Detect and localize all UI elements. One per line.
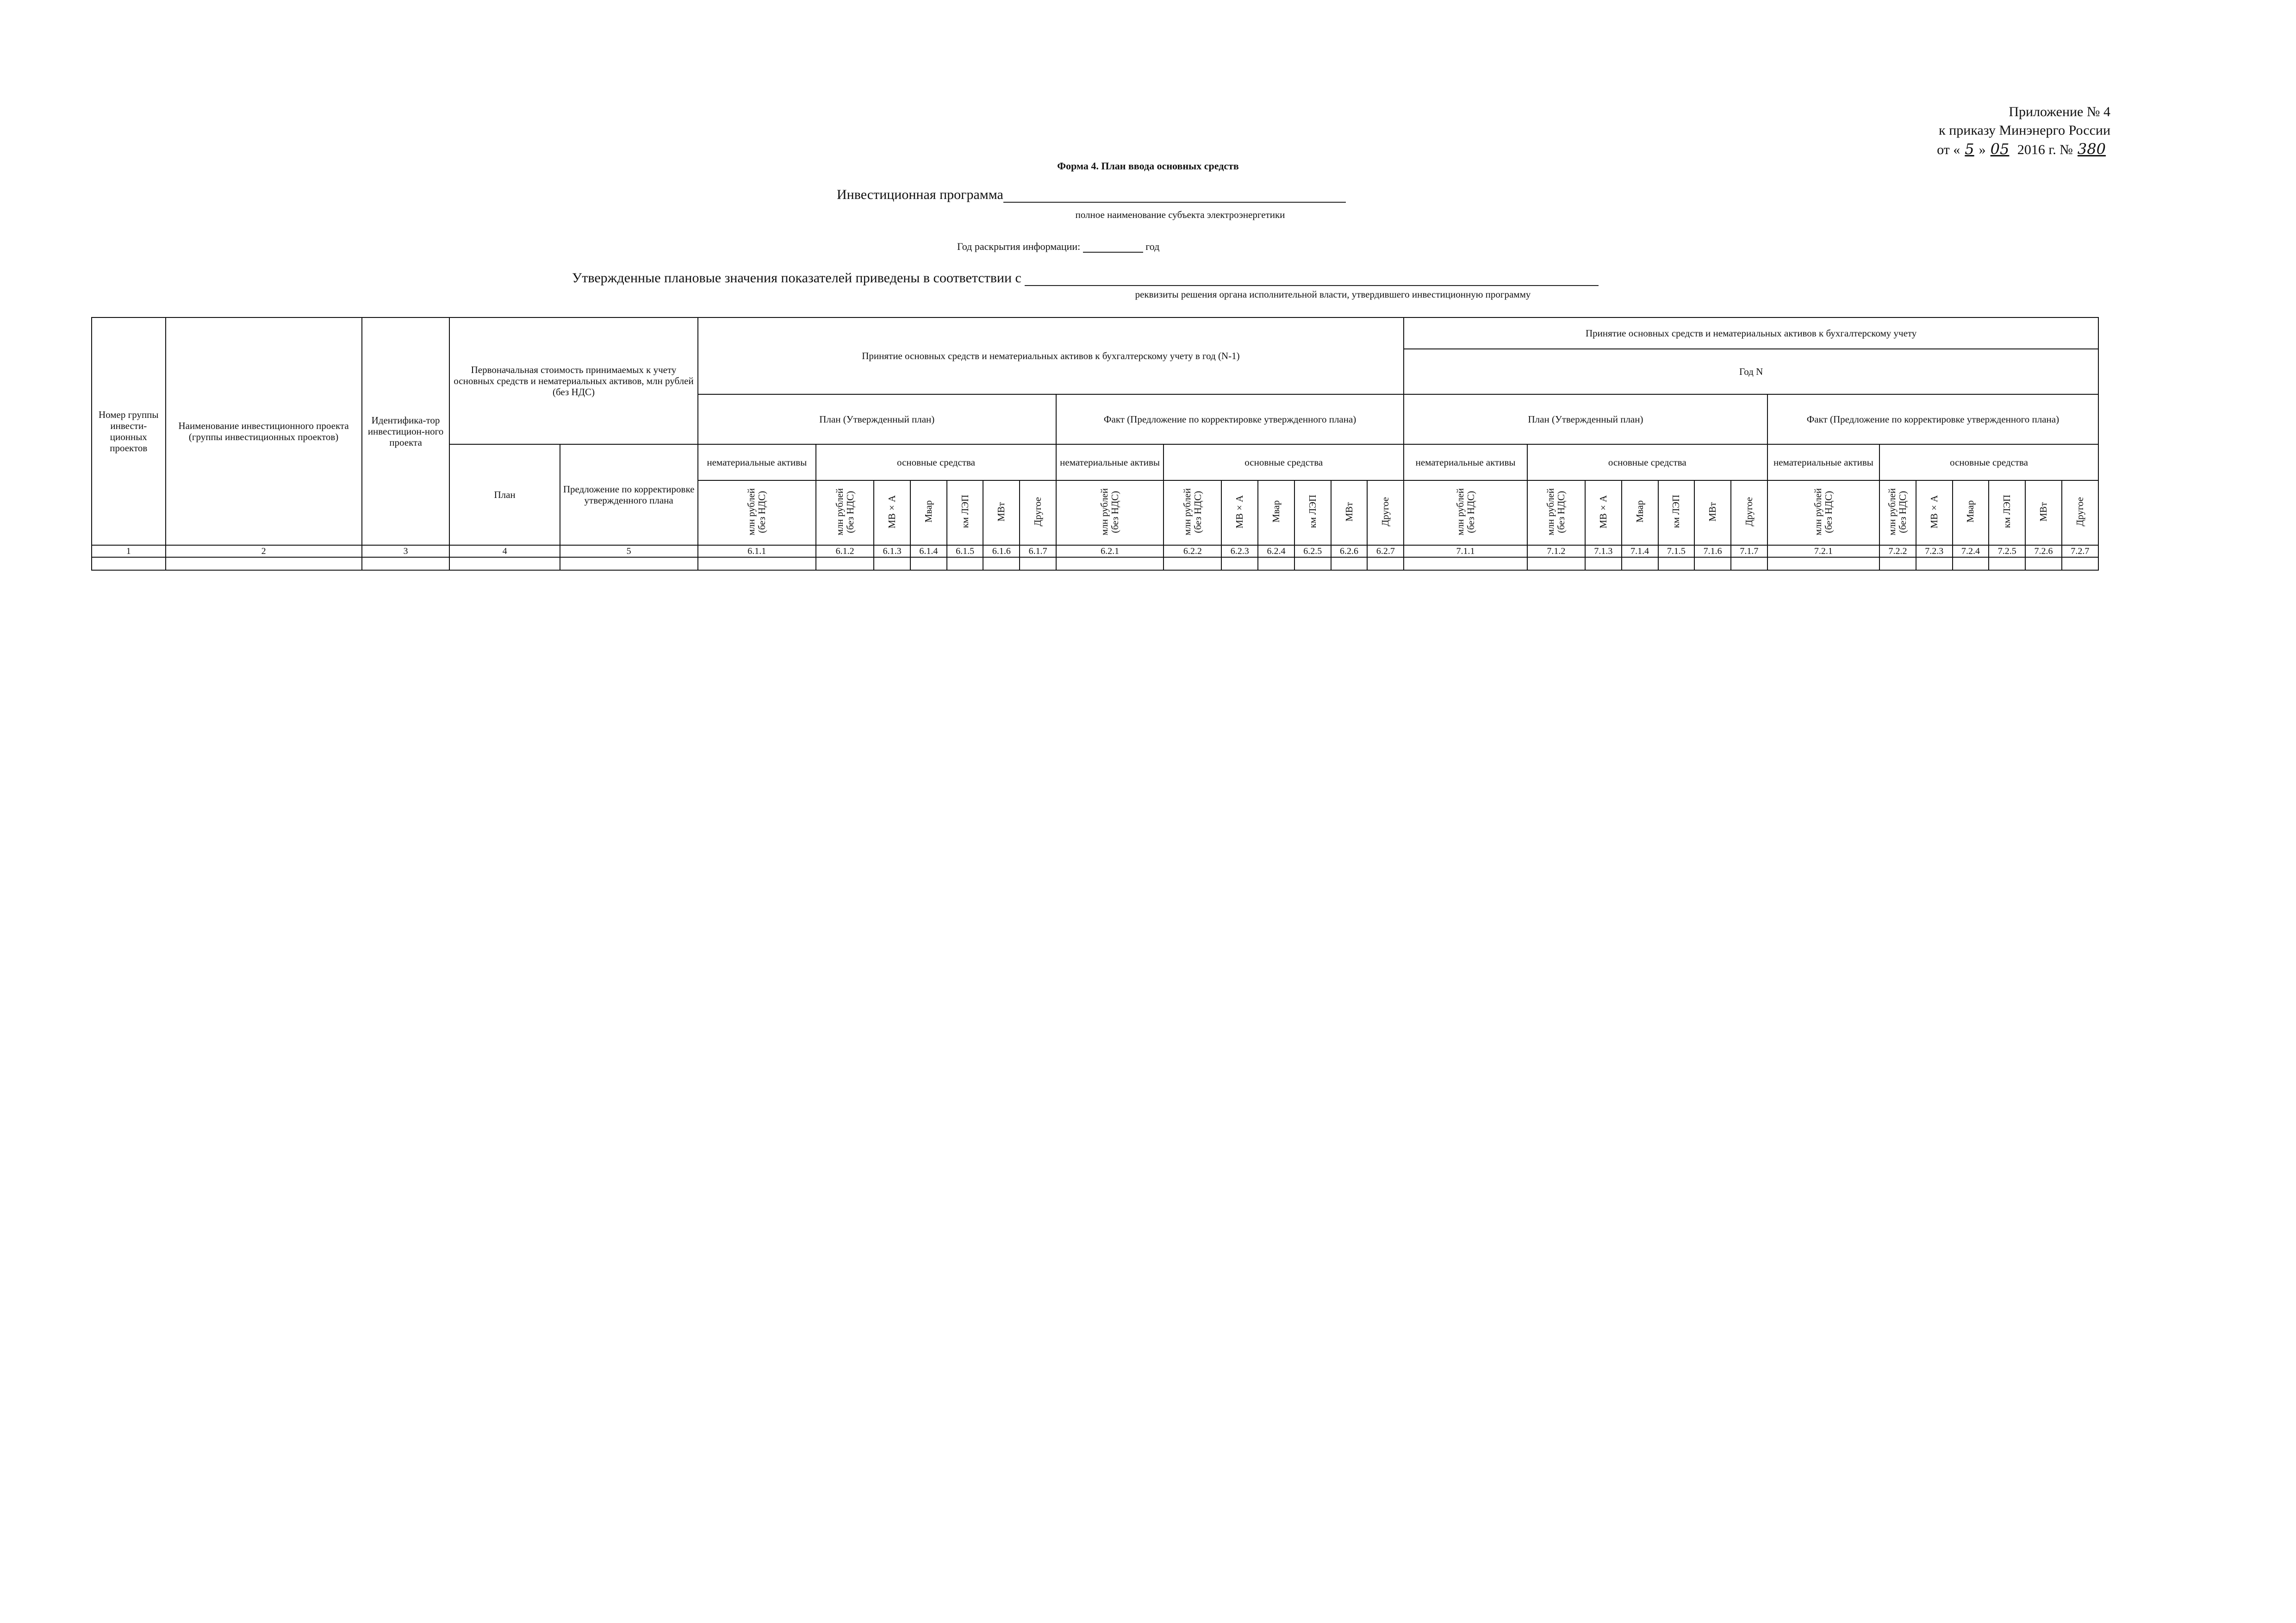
unit-mvar: Мвар [910, 480, 947, 545]
data-cell[interactable] [816, 557, 874, 570]
header-year-n: Год N [1404, 349, 2098, 394]
data-cell[interactable] [983, 557, 1020, 570]
column-number-cell: 6.1.2 [816, 545, 874, 557]
data-cell[interactable] [1164, 557, 1221, 570]
program-line [837, 187, 1346, 203]
data-cell[interactable] [362, 557, 450, 570]
data-cell[interactable] [1585, 557, 1622, 570]
data-cell[interactable] [449, 557, 560, 570]
unit-mln: млн рублей (без НДС) [698, 480, 816, 545]
data-cell[interactable] [1020, 557, 1056, 570]
column-number-cell: 7.1.7 [1731, 545, 1767, 557]
column-number-cell: 7.1.6 [1694, 545, 1731, 557]
unit-km: км ЛЭП [1989, 480, 2025, 545]
header-intangible: нематериальные активы [698, 444, 816, 480]
data-cell[interactable] [1694, 557, 1731, 570]
header-initial-cost: Первоначальная стоимость принимаемых к учету основных средств и нематериальных активов, млн рублей (без НДС) [449, 317, 697, 444]
unit-mln: млн рублей (без НДС) [1527, 480, 1585, 545]
approved-blank[interactable] [1025, 285, 1599, 286]
header-fixed-assets: основные средства [1527, 444, 1767, 480]
header-plan: План [449, 444, 560, 545]
unit-mvar: Мвар [1953, 480, 1989, 545]
header-group-number: Номер группы инвести-ционных проектов [92, 317, 166, 545]
unit-km: км ЛЭП [1294, 480, 1331, 545]
unit-mln: млн рублей (без НДС) [1164, 480, 1221, 545]
data-cell[interactable] [1294, 557, 1331, 570]
data-cell[interactable] [1367, 557, 1404, 570]
column-number-cell: 7.2.4 [1953, 545, 1989, 557]
unit-mw: МВт [1331, 480, 1368, 545]
unit-mln: млн рублей (без НДС) [1404, 480, 1527, 545]
unit-mln: млн рублей (без НДС) [816, 480, 874, 545]
data-cell[interactable] [874, 557, 910, 570]
data-cell[interactable] [1953, 557, 1989, 570]
column-number-cell: 7.1.1 [1404, 545, 1527, 557]
column-number-cell: 6.2.1 [1056, 545, 1164, 557]
header-fixed-assets: основные средства [816, 444, 1056, 480]
column-number-cell: 7.2.2 [1879, 545, 1916, 557]
column-number-cell: 6.2.6 [1331, 545, 1368, 557]
unit-km: км ЛЭП [947, 480, 983, 545]
header-fact-prev: Факт (Предложение по корректировке утвержденного плана) [1056, 394, 1404, 444]
year-line [957, 241, 1159, 253]
unit-mw: МВт [983, 480, 1020, 545]
appendix-number: Приложение № 4 [2009, 104, 2110, 119]
appendix-date: от « 5 » 05 2016 г. № 380 [1860, 140, 2110, 159]
column-number-cell: 7.1.5 [1658, 545, 1695, 557]
form-title: Форма 4. План ввода основных средств [1057, 160, 1239, 172]
data-cell[interactable] [1658, 557, 1695, 570]
column-number-cell: 6.2.7 [1367, 545, 1404, 557]
column-number-row [92, 545, 2098, 557]
data-cell[interactable] [1767, 557, 1879, 570]
header-plan-n: План (Утвержденный план) [1404, 394, 1767, 444]
data-cell[interactable] [2062, 557, 2098, 570]
header-identifier: Идентифика-тор инвестицион-ного проекта [362, 317, 450, 545]
column-number-cell: 6.1.1 [698, 545, 816, 557]
data-cell[interactable] [1527, 557, 1585, 570]
data-cell[interactable] [1622, 557, 1658, 570]
header-fixed-assets: основные средства [1879, 444, 2098, 480]
unit-other: Другое [1731, 480, 1767, 545]
column-number-cell: 7.1.4 [1622, 545, 1658, 557]
data-cell[interactable] [698, 557, 816, 570]
header-fact-n: Факт (Предложение по корректировке утвержденного плана) [1767, 394, 2098, 444]
data-cell[interactable] [92, 557, 166, 570]
unit-other: Другое [1020, 480, 1056, 545]
data-cell[interactable] [1258, 557, 1294, 570]
header-intangible: нематериальные активы [1056, 444, 1164, 480]
date-month: 05 [1990, 140, 2010, 158]
date-day: 5 [1965, 140, 1974, 158]
assets-plan-table [91, 317, 2099, 571]
header-plan-prev: План (Утвержденный план) [698, 394, 1056, 444]
unit-mw: МВт [1694, 480, 1731, 545]
data-cell[interactable] [1404, 557, 1527, 570]
unit-mvar: Мвар [1258, 480, 1294, 545]
appendix-header [1860, 103, 2110, 159]
column-number-cell: 2 [166, 545, 362, 557]
unit-mln: млн рублей (без НДС) [1056, 480, 1164, 545]
year-suffix: год [1145, 241, 1160, 252]
column-number-cell: 5 [560, 545, 698, 557]
unit-mva: МВ×А [1916, 480, 1953, 545]
header-acceptance-general: Принятие основных средств и нематериальных активов к бухгалтерскому учету [1404, 317, 2098, 349]
column-number-cell: 7.2.7 [2062, 545, 2098, 557]
column-number-cell: 6.1.6 [983, 545, 1020, 557]
column-number-cell: 7.2.5 [1989, 545, 2025, 557]
unit-mva: МВ×А [874, 480, 910, 545]
unit-mln: млн рублей (без НДС) [1767, 480, 1879, 545]
data-cell[interactable] [1221, 557, 1258, 570]
unit-mw: МВт [2025, 480, 2062, 545]
unit-mva: МВ×А [1221, 480, 1258, 545]
column-number-cell: 7.2.1 [1767, 545, 1879, 557]
data-cell[interactable] [1731, 557, 1767, 570]
header-project-name: Наименование инвестиционного проекта (группы инвестиционных проектов) [166, 317, 362, 545]
column-number-cell: 1 [92, 545, 166, 557]
column-number-cell: 6.1.4 [910, 545, 947, 557]
header-intangible: нематериальные активы [1767, 444, 1879, 480]
unit-other: Другое [2062, 480, 2098, 545]
unit-mva: МВ×А [1585, 480, 1622, 545]
data-cell[interactable] [2025, 557, 2062, 570]
year-blank[interactable] [1083, 252, 1143, 253]
column-number-cell: 7.1.2 [1527, 545, 1585, 557]
column-number-cell: 7.2.3 [1916, 545, 1953, 557]
program-blank[interactable] [1003, 202, 1346, 203]
data-cell[interactable] [910, 557, 947, 570]
data-cell[interactable] [1879, 557, 1916, 570]
column-number-cell: 6.1.5 [947, 545, 983, 557]
year-label: Год раскрытия информации: [957, 241, 1081, 252]
data-cell[interactable] [1331, 557, 1368, 570]
column-number-cell: 6.1.7 [1020, 545, 1056, 557]
unit-other: Другое [1367, 480, 1404, 545]
approved-label: Утвержденные плановые значения показателей приведены в соответствии с [572, 270, 1021, 286]
column-number-cell: 6.2.2 [1164, 545, 1221, 557]
data-cell[interactable] [947, 557, 983, 570]
empty-data-row[interactable] [92, 557, 2098, 570]
column-number-cell: 6.2.5 [1294, 545, 1331, 557]
data-cell[interactable] [1916, 557, 1953, 570]
header-proposal: Предложение по корректировке утвержденного плана [560, 444, 698, 545]
program-label: Инвестиционная программа [837, 187, 1003, 202]
appendix-order: к приказу Минэнерго России [1939, 123, 2110, 138]
header-intangible: нематериальные активы [1404, 444, 1527, 480]
unit-mln: млн рублей (без НДС) [1879, 480, 1916, 545]
header-fixed-assets: основные средства [1164, 444, 1404, 480]
column-number-cell: 4 [449, 545, 560, 557]
data-cell[interactable] [166, 557, 362, 570]
column-number-cell: 3 [362, 545, 450, 557]
column-number-cell: 6.2.3 [1221, 545, 1258, 557]
order-number: 380 [2077, 140, 2106, 158]
data-cell[interactable] [560, 557, 698, 570]
unit-mvar: Мвар [1622, 480, 1658, 545]
data-cell[interactable] [1989, 557, 2025, 570]
column-number-cell: 6.1.3 [874, 545, 910, 557]
program-caption: полное наименование субъекта электроэнергетики [1075, 209, 1285, 220]
approved-caption: реквизиты решения органа исполнительной власти, утвердившего инвестиционную программу [1135, 289, 1531, 300]
column-number-cell: 7.2.6 [2025, 545, 2062, 557]
approved-line [572, 270, 1599, 286]
column-number-cell: 7.1.3 [1585, 545, 1622, 557]
unit-km: км ЛЭП [1658, 480, 1695, 545]
column-number-cell: 6.2.4 [1258, 545, 1294, 557]
header-acceptance-prev-year: Принятие основных средств и нематериальных активов к бухгалтерскому учету в год (N-1) [698, 317, 1404, 394]
data-cell[interactable] [1056, 557, 1164, 570]
